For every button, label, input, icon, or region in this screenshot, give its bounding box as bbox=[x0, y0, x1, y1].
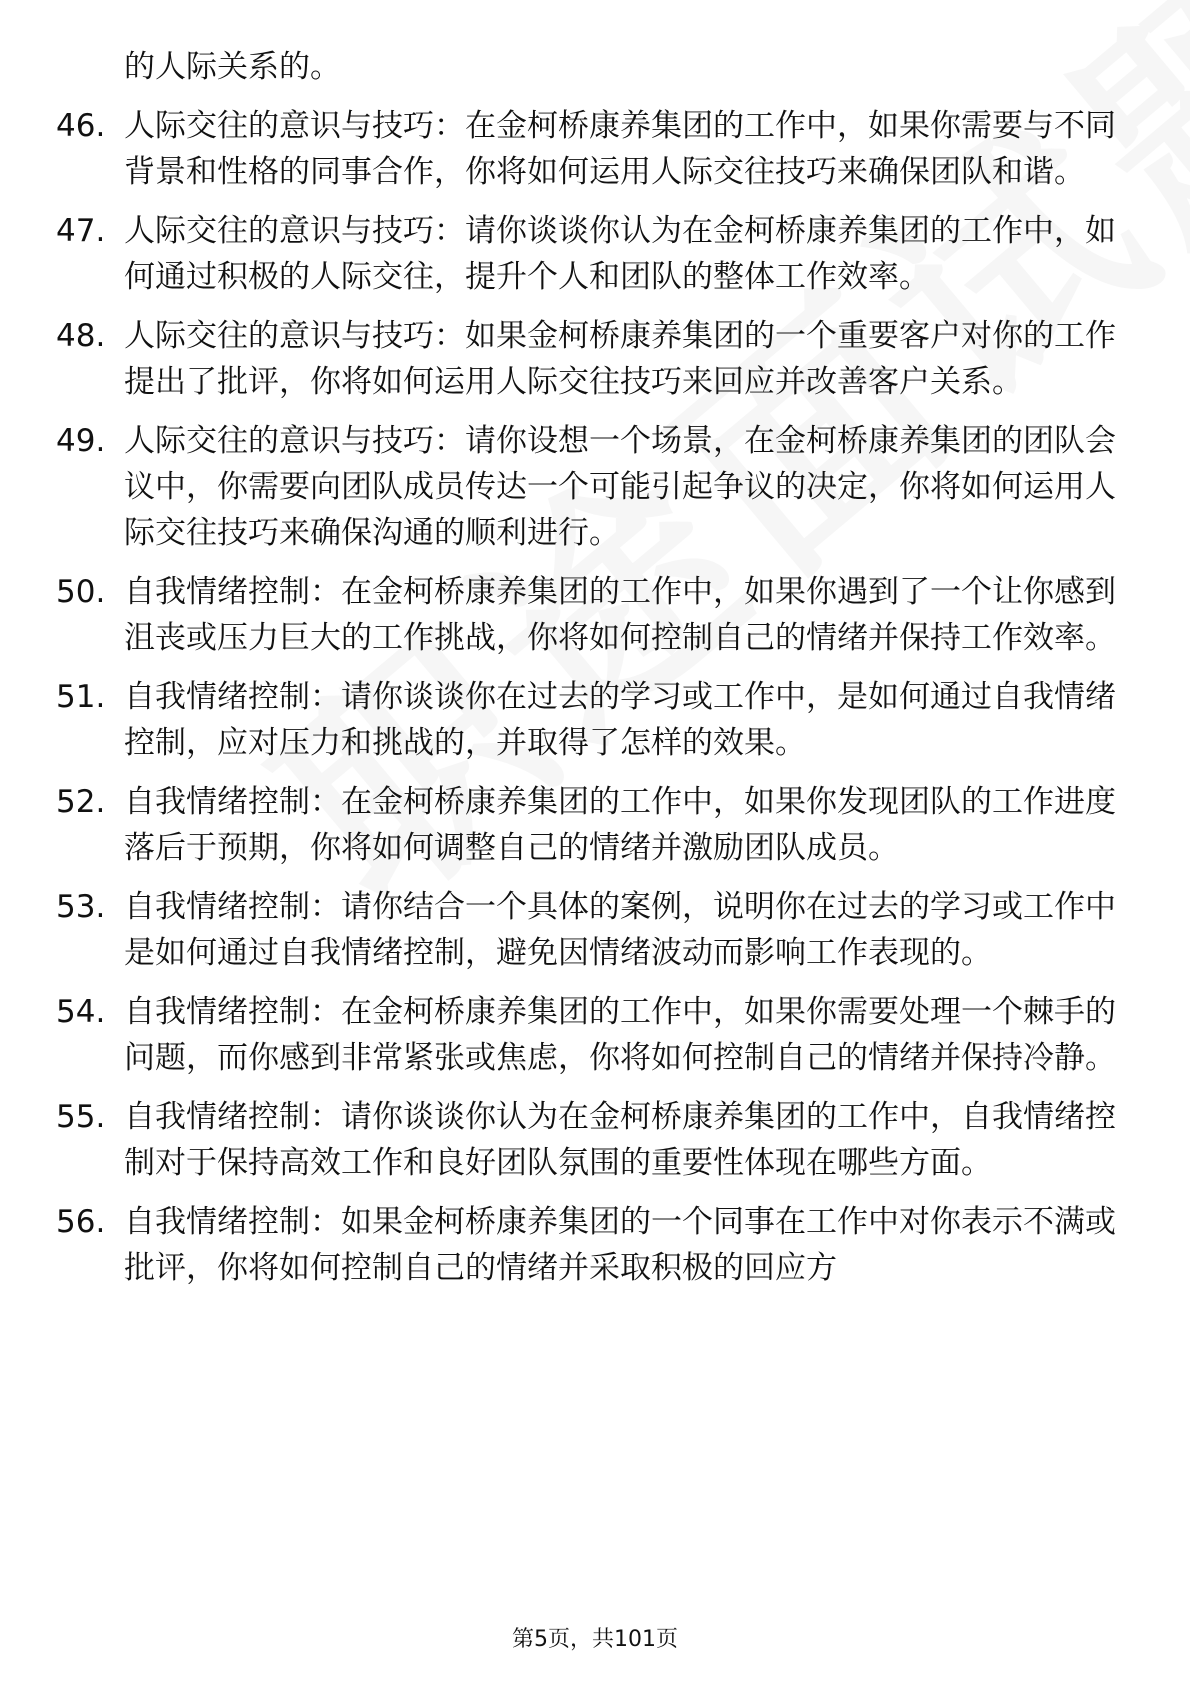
question-item bbox=[56, 989, 1116, 1081]
question-number: 56. bbox=[56, 1204, 106, 1240]
question-item bbox=[56, 1094, 1116, 1186]
question-item bbox=[56, 884, 1116, 976]
question-number: 53. bbox=[56, 889, 106, 925]
question-text: 人际交往的意识与技巧：在金柯桥康养集团的工作中，如果你需要与不同背景和性格的同事合作，你将如何运用人际交往技巧来确保团队和谐。 bbox=[124, 108, 1116, 190]
question-number: 51. bbox=[56, 679, 106, 715]
question-number: 52. bbox=[56, 784, 106, 820]
question-item bbox=[56, 779, 1116, 871]
continued-text: 的人际关系的。 bbox=[124, 49, 341, 85]
question-text: 自我情绪控制：请你谈谈你认为在金柯桥康养集团的工作中，自我情绪控制对于保持高效工作和良好团队氛围的重要性体现在哪些方面。 bbox=[124, 1099, 1116, 1181]
question-number: 48. bbox=[56, 318, 106, 354]
question-number: 46. bbox=[56, 108, 106, 144]
question-text: 人际交往的意识与技巧：如果金柯桥康养集团的一个重要客户对你的工作提出了批评，你将如何运用人际交往技巧来回应并改善客户关系。 bbox=[124, 318, 1116, 400]
question-text: 自我情绪控制：在金柯桥康养集团的工作中，如果你需要处理一个棘手的问题，而你感到非常紧张或焦虑，你将如何控制自己的情绪并保持冷静。 bbox=[124, 994, 1116, 1076]
question-number: 47. bbox=[56, 213, 106, 249]
question-number: 49. bbox=[56, 423, 106, 459]
question-number: 50. bbox=[56, 574, 106, 610]
question-text: 自我情绪控制：如果金柯桥康养集团的一个同事在工作中对你表示不满或批评，你将如何控制自己的情绪并采取积极的回应方 bbox=[124, 1204, 1116, 1286]
question-text: 自我情绪控制：请你谈谈你在过去的学习或工作中，是如何通过自我情绪控制，应对压力和挑战的，并取得了怎样的效果。 bbox=[124, 679, 1116, 761]
document-body bbox=[56, 44, 1116, 1304]
question-text: 人际交往的意识与技巧：请你谈谈你认为在金柯桥康养集团的工作中，如何通过积极的人际交往，提升个人和团队的整体工作效率。 bbox=[124, 213, 1116, 295]
question-text: 自我情绪控制：在金柯桥康养集团的工作中，如果你发现团队的工作进度落后于预期，你将如何调整自己的情绪并激励团队成员。 bbox=[124, 784, 1116, 866]
question-number: 54. bbox=[56, 994, 106, 1030]
question-item bbox=[56, 103, 1116, 195]
question-item bbox=[56, 674, 1116, 766]
question-item bbox=[56, 1199, 1116, 1291]
question-text: 自我情绪控制：在金柯桥康养集团的工作中，如果你遇到了一个让你感到沮丧或压力巨大的工作挑战，你将如何控制自己的情绪并保持工作效率。 bbox=[124, 574, 1116, 656]
question-text: 自我情绪控制：请你结合一个具体的案例，说明你在过去的学习或工作中是如何通过自我情绪控制，避免因情绪波动而影响工作表现的。 bbox=[124, 889, 1116, 971]
question-text: 人际交往的意识与技巧：请你设想一个场景，在金柯桥康养集团的团队会议中，你需要向团队成员传达一个可能引起争议的决定，你将如何运用人际交往技巧来确保沟通的顺利进行。 bbox=[124, 423, 1116, 551]
question-item bbox=[56, 569, 1116, 661]
question-item bbox=[56, 313, 1116, 405]
question-item bbox=[56, 208, 1116, 300]
page-footer: 第5页，共101页 bbox=[512, 1627, 678, 1652]
question-number: 55. bbox=[56, 1099, 106, 1135]
question-item bbox=[56, 418, 1116, 556]
